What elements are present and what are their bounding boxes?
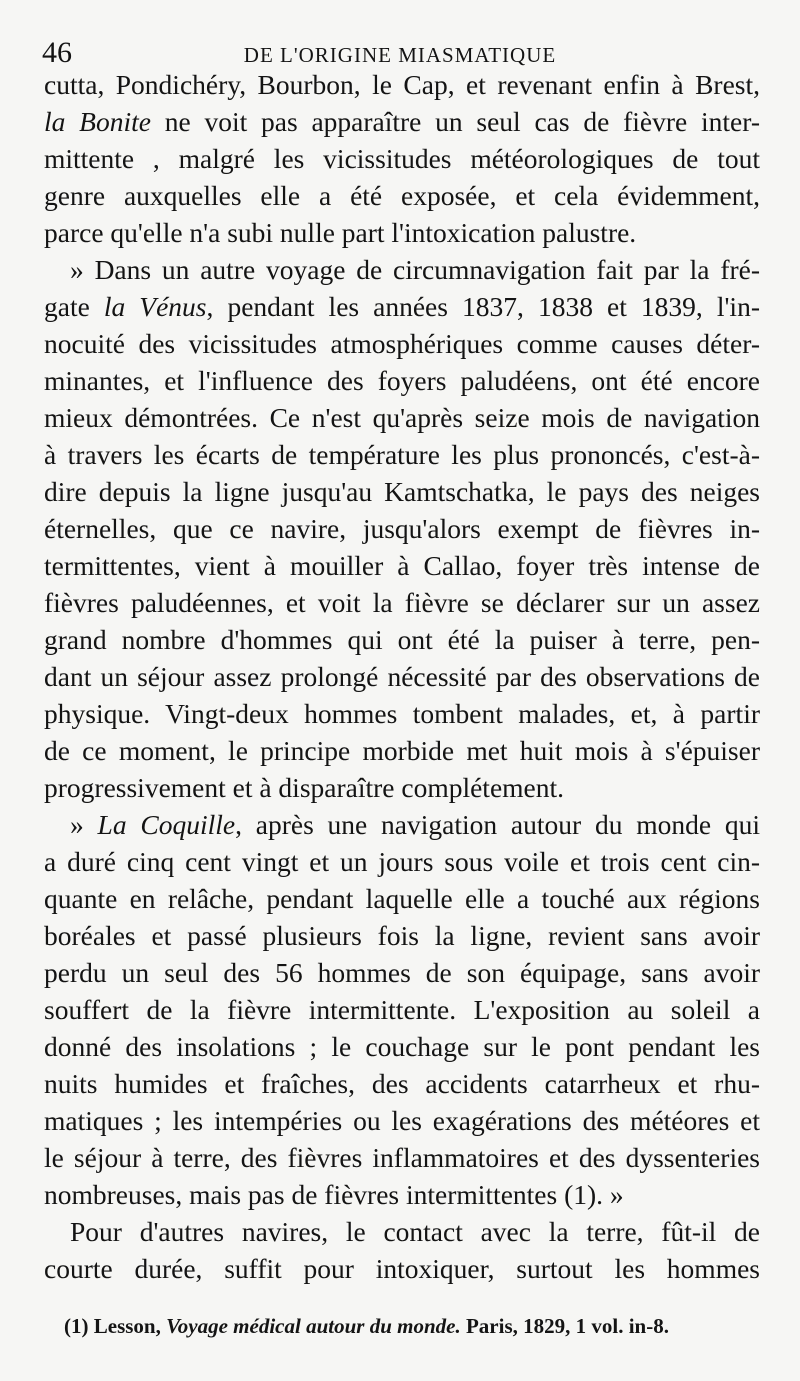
text-line [44, 325, 760, 362]
text-line [44, 103, 760, 140]
text-segment: matiques ; les intempéries ou les exagérations des météores et [44, 1105, 760, 1136]
italic-text: la Bonite [44, 106, 151, 137]
footnote-marker: (1) [64, 1314, 89, 1338]
text-segment: ne voit pas apparaître un seul cas de fièvre inter- [150, 106, 760, 137]
text-segment: » Dans un autre voyage de circumnavigation fait par la fré- [70, 254, 760, 285]
text-segment: Pour d'autres navires, le contact avec la terre, fût-il de [70, 1216, 760, 1247]
text-segment: termittentes, vient à mouiller à Callao, foyer très intense de [44, 550, 760, 581]
text-line [44, 880, 760, 917]
text-line [44, 436, 760, 473]
text-line [44, 288, 760, 325]
text-segment: souffert de la fièvre intermittente. L'exposition au soleil a [44, 994, 760, 1025]
text-line [44, 362, 760, 399]
text-segment: , après une navigation autour du monde qui [235, 809, 760, 840]
text-line [44, 1065, 760, 1102]
running-title: DE L'ORIGINE MIASMATIQUE [243, 43, 557, 67]
footnote-title: Voyage médical autour du monde. [166, 1314, 461, 1338]
text-segment: genre auxquelles elle a été exposée, et cela évidemment, [44, 180, 760, 211]
text-segment: nocuité des vicissitudes atmosphériques comme causes déter- [44, 328, 760, 359]
text-segment: physique. Vingt-deux hommes tombent malades, et, à partir [44, 698, 760, 729]
text-line [44, 547, 760, 584]
text-line [44, 251, 760, 288]
text-line [44, 732, 760, 769]
text-line [44, 954, 760, 991]
text-line [44, 1139, 760, 1176]
text-segment: de ce moment, le principe morbide met huit mois à s'épuiser [44, 735, 760, 766]
text-segment: à travers les écarts de température les plus prononcés, c'est-à- [44, 439, 760, 470]
text-line [44, 695, 760, 732]
text-segment: cutta, Pondichéry, Bourbon, le Cap, et revenant enfin à Brest, [44, 69, 760, 100]
text-line [44, 214, 760, 251]
text-segment: nuits humides et fraîches, des accidents catarrheux et rhu- [44, 1068, 760, 1099]
text-line [44, 399, 760, 436]
page-number: 46 [42, 36, 72, 69]
text-segment: quante en relâche, pendant laquelle elle a touché aux régions [44, 883, 760, 914]
text-segment: donné des insolations ; le couchage sur le pont pendant les [44, 1031, 760, 1062]
footnote-publication: Paris, 1829, 1 vol. in-8. [465, 1314, 669, 1338]
text-line [44, 658, 760, 695]
italic-text: La Coquille [97, 809, 236, 840]
text-line [44, 621, 760, 658]
text-line [44, 66, 760, 103]
text-line [44, 1250, 760, 1287]
text-line [44, 140, 760, 177]
text-segment: , pendant les années 1837, 1838 et 1839, l'in- [206, 291, 760, 322]
text-line [44, 1028, 760, 1065]
text-segment: dire depuis la ligne jusqu'au Kamtschatka, le pays des neiges [44, 476, 760, 507]
text-segment: éternelles, que ce navire, jusqu'alors exempt de fièvres in- [44, 513, 760, 544]
text-line [44, 584, 760, 621]
text-segment: mittente , malgré les vicissitudes météorologiques de tout [44, 143, 760, 174]
text-segment: le séjour à terre, des fièvres inflammatoires et des dyssenteries [44, 1142, 760, 1173]
body-text [44, 66, 760, 1287]
text-segment: progressivement et à disparaître complétement. [44, 772, 565, 803]
text-line [44, 806, 760, 843]
text-segment: minantes, et l'influence des foyers paludéens, ont été encore [44, 365, 760, 396]
text-segment: courte durée, suffit pour intoxiquer, surtout les hommes [44, 1253, 760, 1284]
text-line [44, 473, 760, 510]
text-line [44, 1176, 760, 1213]
footnote [64, 1314, 760, 1339]
text-line [44, 177, 760, 214]
text-segment: grand nombre d'hommes qui ont été la puiser à terre, pen- [44, 624, 760, 655]
text-line [44, 917, 760, 954]
text-line [44, 843, 760, 880]
text-segment: gate [44, 291, 104, 322]
text-line [44, 1102, 760, 1139]
text-segment: dant un séjour assez prolongé nécessité par des observations de [44, 661, 760, 692]
text-line [44, 1213, 760, 1250]
text-segment: a duré cinq cent vingt et un jours sous voile et trois cent cin- [44, 846, 760, 877]
text-segment: boréales et passé plusieurs fois la ligne, revient sans avoir [44, 920, 760, 951]
text-segment: nombreuses, mais pas de fièvres intermittentes (1). » [44, 1179, 624, 1210]
footnote-author: Lesson, [93, 1314, 161, 1338]
text-segment: » [70, 809, 98, 840]
text-segment: parce qu'elle n'a subi nulle part l'intoxication palustre. [44, 217, 637, 248]
italic-text: la Vénus [103, 291, 207, 322]
text-line [44, 991, 760, 1028]
page-header [40, 30, 760, 70]
text-line [44, 510, 760, 547]
text-segment: mieux démontrées. Ce n'est qu'après seize mois de navigation [44, 402, 760, 433]
text-line [44, 769, 760, 806]
text-segment: perdu un seul des 56 hommes de son équipage, sans avoir [44, 957, 760, 988]
text-segment: fièvres paludéennes, et voit la fièvre se déclarer sur un assez [44, 587, 760, 618]
